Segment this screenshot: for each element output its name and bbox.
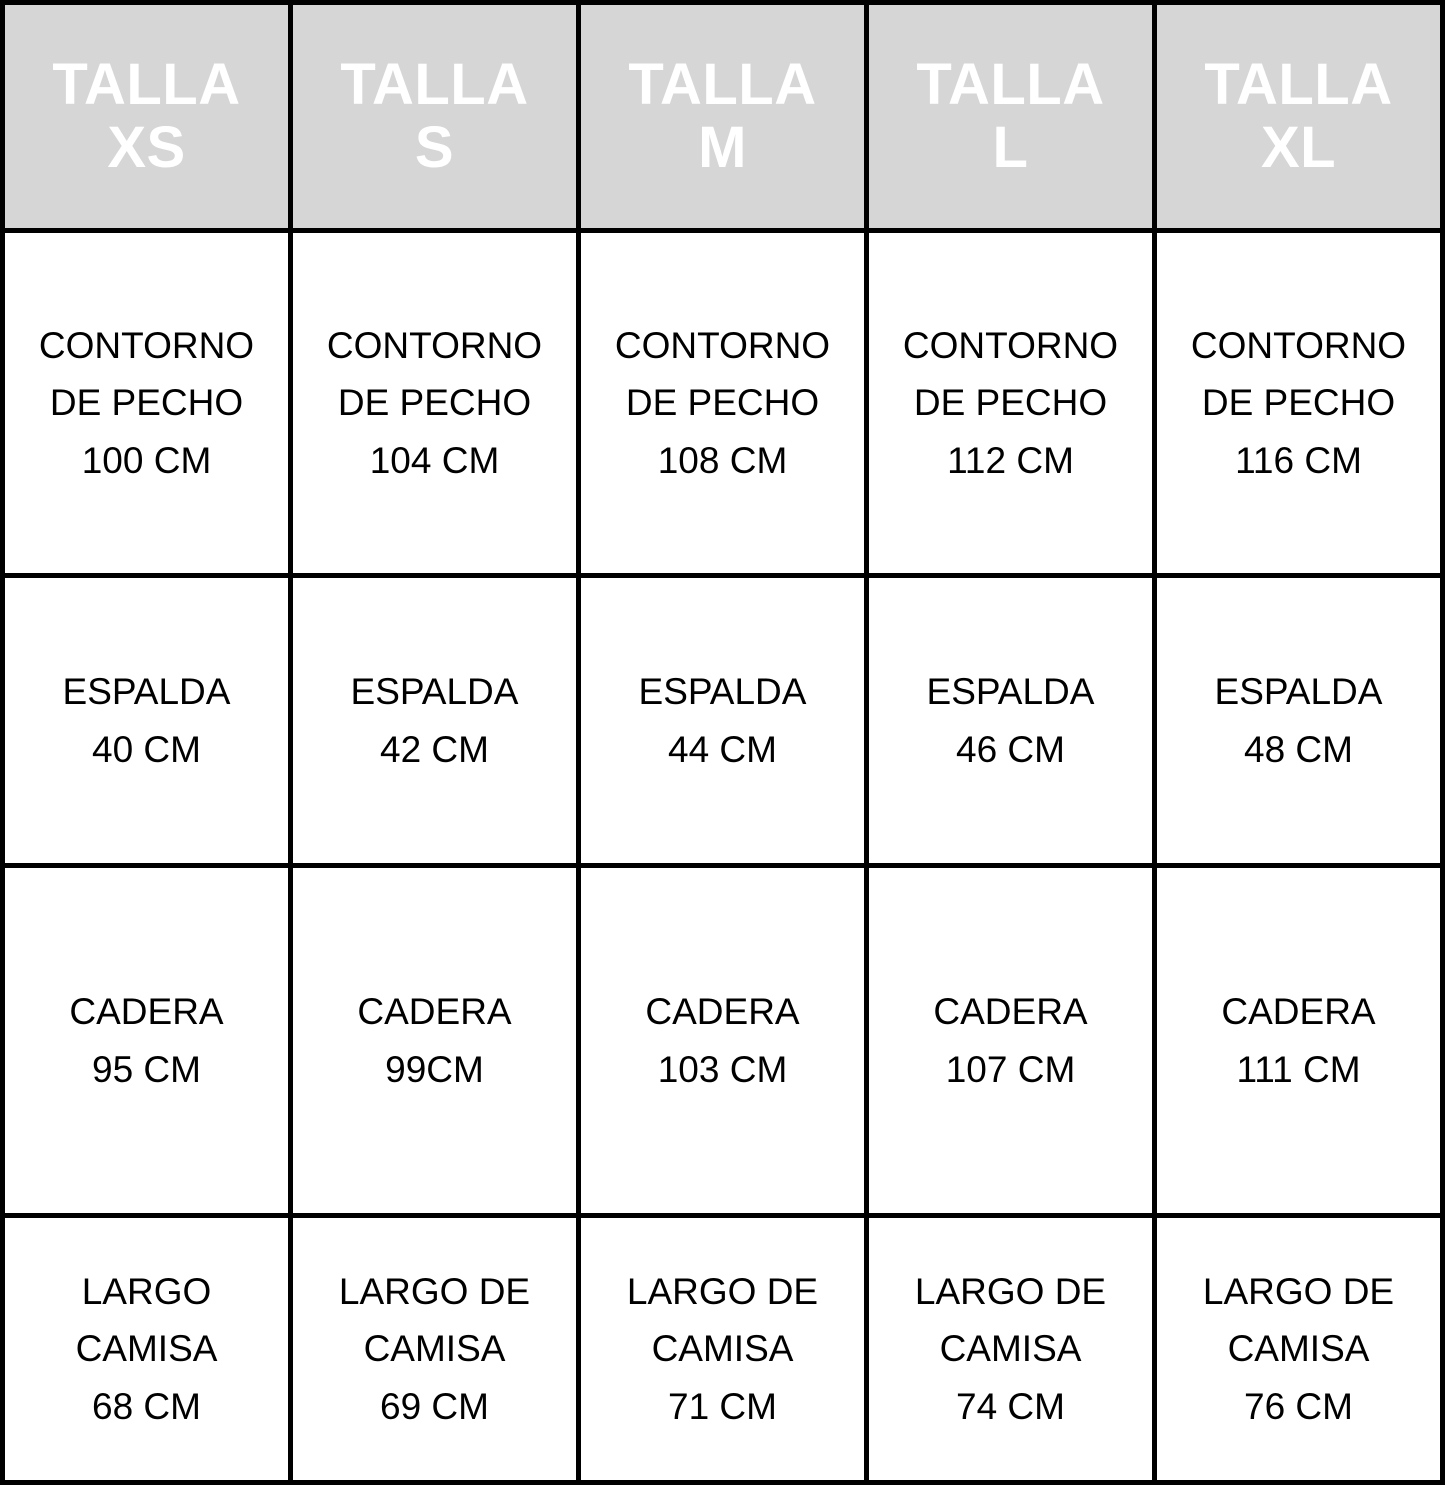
header-label-size: S <box>414 114 455 180</box>
measurement-label: CONTORNO DE PECHO <box>902 324 1119 424</box>
measurement-cell <box>291 231 579 576</box>
measurement-value: 46 CM <box>956 728 1065 770</box>
measurement-value: 48 CM <box>1244 728 1353 770</box>
measurement-value: 76 CM <box>1244 1385 1353 1427</box>
header-label-line1: TALLA <box>52 51 241 117</box>
measurement-value: 42 CM <box>380 728 489 770</box>
header-row <box>3 3 1443 231</box>
header-cell-xl <box>1155 3 1443 231</box>
header-cell-l <box>867 3 1155 231</box>
measurement-label: ESPALDA <box>638 671 807 713</box>
measurement-value: 95 CM <box>92 1048 201 1090</box>
header-label-line1: TALLA <box>628 51 817 117</box>
measurement-cell <box>579 576 867 866</box>
measurement-label: LARGO DE CAMISA <box>626 1270 819 1370</box>
measurement-cell <box>579 231 867 576</box>
measurement-value: 111 CM <box>1236 1048 1361 1090</box>
header-label-size: M <box>698 114 747 180</box>
measurement-value: 104 CM <box>369 439 500 481</box>
header-label-size: L <box>992 114 1029 180</box>
measurement-cell <box>867 576 1155 866</box>
measurement-value: 112 CM <box>947 439 1074 481</box>
measurement-label: CONTORNO DE PECHO <box>614 324 831 424</box>
table-row <box>3 576 1443 866</box>
measurement-cell <box>3 866 291 1216</box>
table-row <box>3 866 1443 1216</box>
header-label-line1: TALLA <box>916 51 1105 117</box>
measurement-label: LARGO CAMISA <box>75 1270 218 1370</box>
measurement-label: CADERA <box>357 991 512 1033</box>
measurement-label: LARGO DE CAMISA <box>338 1270 531 1370</box>
measurement-value: 108 CM <box>657 439 788 481</box>
header-label-line1: TALLA <box>1204 51 1393 117</box>
measurement-label: ESPALDA <box>62 671 231 713</box>
measurement-cell <box>1155 576 1443 866</box>
header-cell-s <box>291 3 579 231</box>
table-header <box>3 3 1443 231</box>
measurement-cell <box>867 1216 1155 1483</box>
header-label-size: XL <box>1260 114 1337 180</box>
measurement-cell <box>291 576 579 866</box>
measurement-label: CONTORNO DE PECHO <box>1190 324 1407 424</box>
measurement-label: ESPALDA <box>350 671 519 713</box>
measurement-value: 100 CM <box>81 439 212 481</box>
measurement-value: 107 CM <box>945 1048 1076 1090</box>
header-cell-m <box>579 3 867 231</box>
measurement-label: ESPALDA <box>1214 671 1383 713</box>
measurement-label: CADERA <box>1221 991 1376 1033</box>
measurement-cell <box>1155 231 1443 576</box>
measurement-cell <box>867 866 1155 1216</box>
measurement-label: CADERA <box>933 991 1088 1033</box>
measurement-label: CONTORNO DE PECHO <box>326 324 543 424</box>
measurement-value: 103 CM <box>657 1048 788 1090</box>
table-body <box>3 231 1443 1483</box>
measurement-value: 71 CM <box>668 1385 777 1427</box>
table-row <box>3 231 1443 576</box>
measurement-value: 99CM <box>385 1048 484 1090</box>
measurement-cell <box>579 1216 867 1483</box>
measurement-label: CADERA <box>69 991 224 1033</box>
measurement-label: LARGO DE CAMISA <box>1202 1270 1395 1370</box>
measurement-value: 116 CM <box>1235 439 1362 481</box>
table-row <box>3 1216 1443 1483</box>
header-label-size: XS <box>107 114 186 180</box>
measurement-value: 40 CM <box>92 728 201 770</box>
measurement-cell <box>1155 1216 1443 1483</box>
measurement-cell <box>3 1216 291 1483</box>
measurement-value: 69 CM <box>380 1385 489 1427</box>
header-cell-xs <box>3 3 291 231</box>
measurement-value: 74 CM <box>956 1385 1065 1427</box>
measurement-cell <box>579 866 867 1216</box>
measurement-label: ESPALDA <box>926 671 1095 713</box>
measurement-value: 68 CM <box>92 1385 201 1427</box>
measurement-cell <box>867 231 1155 576</box>
measurement-label: CADERA <box>645 991 800 1033</box>
header-label-line1: TALLA <box>340 51 529 117</box>
measurement-cell <box>1155 866 1443 1216</box>
measurement-cell <box>291 1216 579 1483</box>
measurement-cell <box>3 576 291 866</box>
measurement-cell <box>291 866 579 1216</box>
measurement-label: CONTORNO DE PECHO <box>38 324 255 424</box>
measurement-cell <box>3 231 291 576</box>
measurement-value: 44 CM <box>668 728 777 770</box>
measurement-label: LARGO DE CAMISA <box>914 1270 1107 1370</box>
